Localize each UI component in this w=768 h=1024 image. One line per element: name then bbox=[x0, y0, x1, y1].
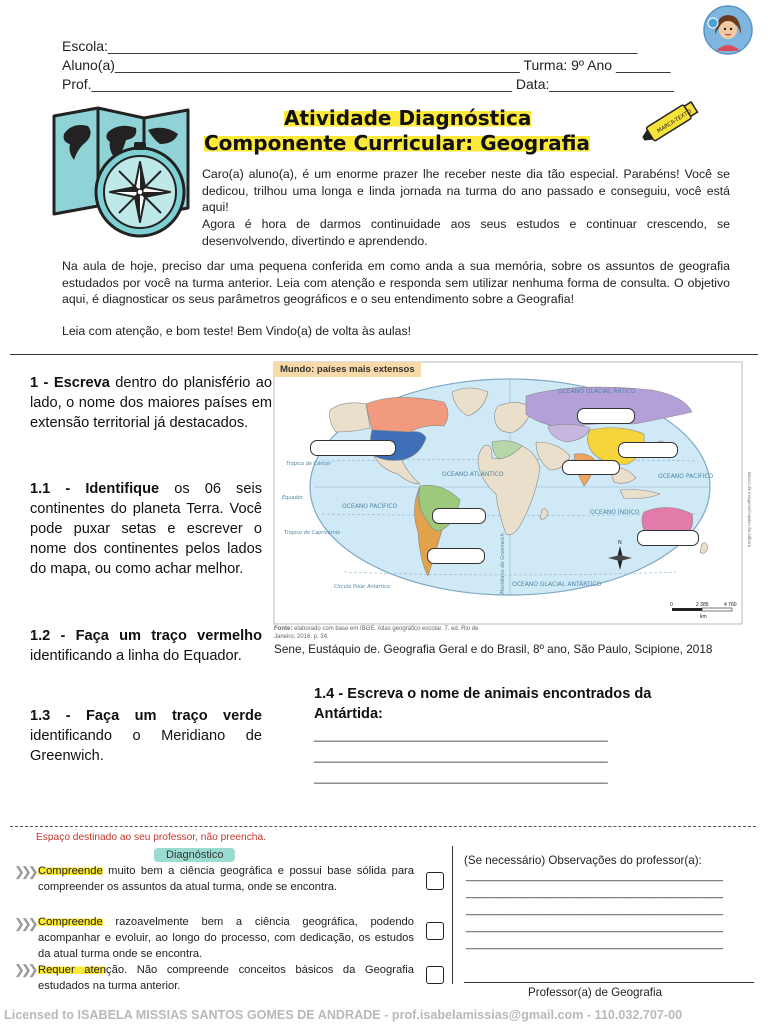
checkbox-option-2[interactable] bbox=[426, 922, 444, 940]
chevron-icon: ❯❯❯ bbox=[14, 916, 35, 931]
svg-text:2 385: 2 385 bbox=[696, 602, 709, 608]
equator-label: Equador bbox=[282, 495, 303, 501]
svg-text:km: km bbox=[700, 614, 707, 620]
answer-line-3[interactable]: ____________________________________________ bbox=[314, 770, 608, 784]
highlighter-icon bbox=[636, 92, 704, 150]
observation-line-2[interactable]: __________________________________________ bbox=[466, 887, 723, 899]
signature-line bbox=[464, 982, 754, 983]
sticker-label: MARCA-TEXTO bbox=[656, 108, 693, 135]
antarctic-circle-label: Círculo Polar Antártico bbox=[334, 584, 390, 590]
question-1-3: 1.3 - Faça um traço verde identificando o Meridiano de Greenwich. bbox=[30, 708, 262, 764]
license-watermark: Licensed to ISABELA MISSIAS SANTOS GOMES DE ANDRADE - prof.isabelamissias@gmail.com - 110.032.707-00 bbox=[4, 1008, 683, 1022]
observation-line-4[interactable]: __________________________________________ bbox=[466, 921, 723, 933]
ocean-label-pacific-west: OCEANO PACÍFICO bbox=[342, 503, 398, 510]
observation-line-5[interactable]: __________________________________________ bbox=[466, 938, 723, 950]
avatar bbox=[703, 5, 753, 55]
intro-paragraph-1: Caro(a) aluno(a), é um enorme prazer lhe receber neste dia tão especial. Parabéns! Você se dedicou, trilhou uma longa e linda jornada na turma do ano passado e conseguiu, você está aqui! bbox=[202, 167, 730, 214]
footer-divider bbox=[10, 826, 756, 827]
map-credit: Sene, Eustáquio de. Geografia Geral e do Brasil, 8º ano, São Paulo, Scipione, 2018 bbox=[274, 642, 713, 656]
school-field: Escola:____________________________________________________________________ bbox=[62, 38, 638, 54]
observations-label: (Se necessário) Observações do professor(a): bbox=[464, 854, 702, 867]
observation-line-3[interactable]: __________________________________________ bbox=[466, 904, 723, 916]
label-box-china[interactable] bbox=[618, 442, 678, 458]
teacher-signature-label: Professor(a) de Geografia bbox=[528, 986, 663, 999]
checkbox-option-1[interactable] bbox=[426, 872, 444, 890]
tropic-capricorn-label: Trópico de Capricórnio bbox=[284, 530, 341, 536]
diagnostic-option-1: Compreende muito bem a ciência geográfica e possui base sólida para compreender os assuntos da atual turma, onde se encontra. bbox=[38, 865, 414, 893]
ocean-label-pacific-east: OCEANO PACÍFICO bbox=[658, 473, 714, 480]
teacher-field: Prof.______________________________________________________ Data:________________ bbox=[62, 76, 674, 92]
ocean-label-antarctic: OCEANO GLACIAL ANTÁRTICO bbox=[512, 581, 602, 588]
label-box-argentina[interactable] bbox=[427, 548, 485, 564]
diagnostic-option-2: Compreende razoavelmente bem a ciência geográfica, podendo acompanhar e evoluir, ao longo do processo, com dedicação, os estudos da atual turma onde se encontra. bbox=[38, 916, 414, 960]
question-1-4: 1.4 - Escreva o nome de animais encontrados da Antártida: bbox=[314, 686, 652, 722]
tropic-cancer-label: Trópico de Câncer bbox=[286, 461, 332, 467]
label-box-india[interactable] bbox=[562, 460, 620, 475]
teacher-reserved-note: Espaço destinado ao seu professor, não preencha. bbox=[36, 832, 266, 843]
label-box-australia[interactable] bbox=[637, 530, 699, 546]
page-title: Atividade Diagnóstica bbox=[284, 106, 532, 130]
checkbox-option-3[interactable] bbox=[426, 966, 444, 984]
intro-paragraph-2: Agora é hora de darmos continuidade aos seus estudos e continuar crescendo, se desenvolvendo, divertindo e aprendendo. bbox=[202, 217, 730, 248]
question-1-1: 1.1 - Identifique os 06 seis continentes do planeta Terra. Você pode puxar setas e escrever o nome dos continentes pelos lados do mapa, ou como achar melhor. bbox=[30, 481, 263, 577]
page-subtitle: Componente Curricular: Geografia bbox=[204, 131, 590, 155]
label-box-canada[interactable] bbox=[310, 440, 396, 456]
greenwich-label: Meridiano de Greenwich bbox=[500, 533, 506, 594]
question-1: 1 - Escreva dentro do planisfério ao lado, o nome dos maiores países em extensão territorial já destacados. bbox=[30, 375, 272, 431]
map-compass-icon bbox=[48, 104, 198, 254]
observation-line-1[interactable]: __________________________________________ bbox=[466, 870, 723, 882]
diagnostic-label: Diagnóstico bbox=[154, 848, 235, 862]
student-field: Aluno(a)____________________________________________________ Turma: 9º Ano _______ bbox=[62, 57, 671, 73]
ocean-label-indian: OCEANO ÍNDICO bbox=[590, 509, 640, 516]
chevron-icon: ❯❯❯ bbox=[14, 864, 35, 879]
ocean-label-artic: OCEANO GLACIAL ÁRTICO bbox=[558, 388, 636, 395]
vertical-divider bbox=[452, 846, 453, 984]
chevron-icon: ❯❯❯ bbox=[14, 962, 35, 977]
svg-text:4 760: 4 760 bbox=[724, 602, 737, 608]
section-divider bbox=[10, 354, 758, 355]
map-title: Mundo: países mais extensos bbox=[274, 362, 421, 377]
intro-paragraph-4: Leia com atenção, e bom teste! Bem Vindo(a) de volta às aulas! bbox=[62, 324, 412, 338]
map-side-credit: Banco de imagens/Arquivo da editora bbox=[747, 472, 752, 548]
label-box-brazil[interactable] bbox=[432, 508, 486, 524]
ocean-label-atlantic: OCEANO ATLÂNTICO bbox=[442, 471, 504, 478]
label-box-russia[interactable] bbox=[577, 408, 635, 424]
diagnostic-option-3: Requer atenção. Não compreende conceitos básicos da Geografia estudados na turma anterior. bbox=[38, 964, 415, 992]
answer-line-2[interactable]: ____________________________________________ bbox=[314, 749, 608, 763]
intro-paragraph-3: Na aula de hoje, preciso dar uma pequena conferida em como anda a sua memória, sobre os assuntos de geografia estudados por você na turma anterior. Leia com atenção e responda sem utilizar nenhuma forma de consulta. O objetivo aqui, é diagnosticar os seus parâmetros geográficos e o seu entendimento sobre a Geografia! bbox=[62, 259, 730, 306]
map-source: Fonte: elaborado com base em IBGE. Atlas geográfico escolar. 7. ed. Rio de Janeiro, 2016. p. 34. bbox=[274, 626, 479, 640]
svg-text:N: N bbox=[618, 540, 622, 546]
svg-text:0: 0 bbox=[670, 602, 673, 608]
answer-line-1[interactable]: ____________________________________________ bbox=[314, 728, 608, 742]
world-map bbox=[274, 362, 752, 624]
question-1-2: 1.2 - Faça um traço vermelho identificando a linha do Equador. bbox=[30, 628, 262, 664]
